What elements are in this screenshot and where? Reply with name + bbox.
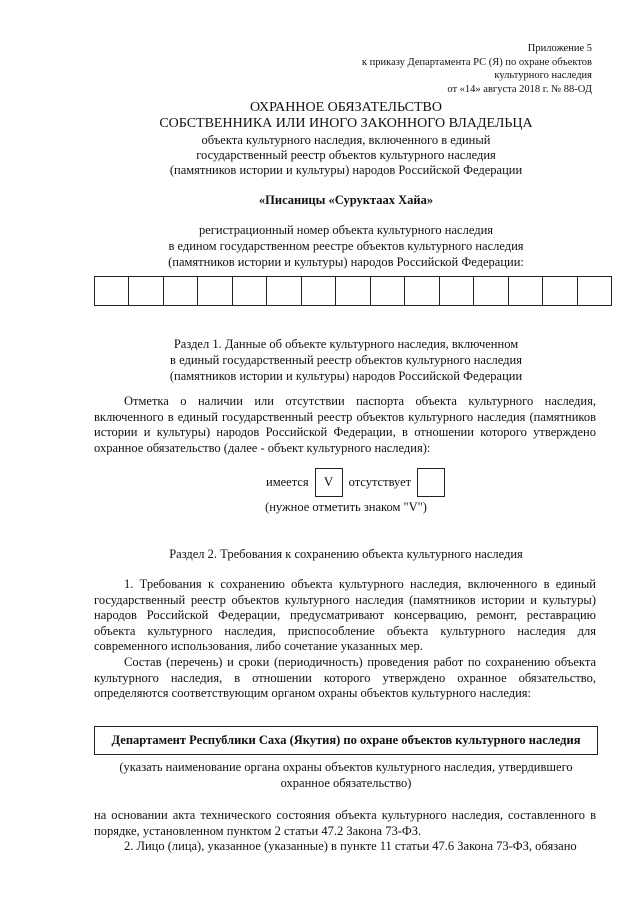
registration-cell[interactable] [302,277,336,305]
department-hint [60,759,632,791]
registration-cell[interactable] [509,277,543,305]
registration-cell[interactable] [95,277,129,305]
check-hint: (нужное отметить знаком "V") [265,500,427,514]
absent-checkbox[interactable] [417,468,445,497]
registration-number-grid [94,276,612,306]
appendix-line-2: к приказу Департамента РС (Я) по охране объектов [361,56,592,68]
appendix-line-3: культурного наследия [494,70,592,81]
absent-label: отсутствует [348,474,412,489]
registration-label [60,222,632,270]
appendix-header [362,42,592,96]
registration-cell[interactable] [233,277,267,305]
works-paragraph: Состав (перечень) и сроки (периодичность) проведения работ по сохранению объекта культурного наследия, в отношении которого утверждено охранное обязательство, определяются соответствующим органом охраны объектов культурного наследия: [94,655,596,701]
department-hint-line-2: охранное обязательство) [280,776,412,790]
department-field[interactable]: Департамент Республики Саха (Якутия) по охране объектов культурного наследия [94,726,598,755]
present-checkbox[interactable]: V [315,468,343,497]
registration-line-1: регистрационный номер объекта культурного наследия [198,223,494,237]
appendix-line-4: от «14» августа 2018 г. № 88-ОД [447,83,592,95]
section-1-heading [60,336,632,384]
registration-cell[interactable] [543,277,577,305]
registration-cell[interactable] [440,277,474,305]
title-line-2: СОБСТВЕННИКА ИЛИ ИНОГО ЗАКОННОГО ВЛАДЕЛЬЦА [159,116,533,131]
object-name: «Писаницы «Суруктаах Хайа» [258,193,434,207]
registration-cell[interactable] [578,277,611,305]
subtitle-line-1: объекта культурного наследия, включенного в единый [201,133,491,147]
obligation-paragraph: 2. Лицо (лица), указанное (указанные) в пункте 11 статьи 47.6 Закона 73-ФЗ, обязано [124,839,577,853]
subtitle-line-3: (памятников истории и культуры) народов Российской Федерации [169,163,523,177]
present-label: имеется [266,474,309,489]
subtitle-line-2: государственный реестр объектов культурного наследия [196,148,496,162]
registration-cell[interactable] [405,277,439,305]
title-line-1: ОХРАННОЕ ОБЯЗАТЕЛЬСТВО [250,100,442,115]
registration-cell[interactable] [474,277,508,305]
registration-cell[interactable] [336,277,370,305]
section-1-line-3: (памятников истории и культуры) народов Российской Федерации [169,369,523,383]
registration-cell[interactable] [129,277,163,305]
registration-cell[interactable] [371,277,405,305]
department-hint-line-1: (указать наименование органа охраны объектов культурного наследия, утвердившего [119,760,573,774]
document-subtitle [60,133,632,178]
section-2-heading: Раздел 2. Требования к сохранению объекта культурного наследия [169,547,523,561]
passport-check-row [266,467,451,497]
registration-cell[interactable] [198,277,232,305]
requirements-paragraph: 1. Требования к сохранению объекта культурного наследия, включенного в единый государственный реестр объектов культурного наследия (памятников истории и культуры) народов Российской Федерации, предусматривают консервацию, ремонт, реставрацию объекта культурного наследия, приспособление объекта культурного наследия для современного использования, либо сочетание указанных мер. [94,577,596,654]
section-1-line-2: в единый государственный реестр объектов культурного наследия [170,353,522,367]
document-title [60,100,632,132]
section-1-line-1: Раздел 1. Данные об объекте культурного наследия, включенном [173,337,519,351]
registration-line-2: в едином государственном реестре объектов культурного наследия [168,239,524,253]
passport-paragraph: Отметка о наличии или отсутствии паспорта объекта культурного наследия, включенного в единый государственный реестр объектов культурного наследия (памятников истории и культуры) народов Российской Федерации, в отношении которого утверждено охранное обязательство (далее - объект культурного наследия): [94,394,596,455]
registration-cell[interactable] [164,277,198,305]
appendix-line-1: Приложение 5 [527,43,592,54]
registration-cell[interactable] [267,277,301,305]
basis-paragraph: на основании акта технического состояния объекта культурного наследия, составленного в порядке, установленном пунктом 2 статьи 47.2 Закона 73-ФЗ. [94,808,596,838]
registration-line-3: (памятников истории и культуры) народов Российской Федерации: [168,255,524,269]
